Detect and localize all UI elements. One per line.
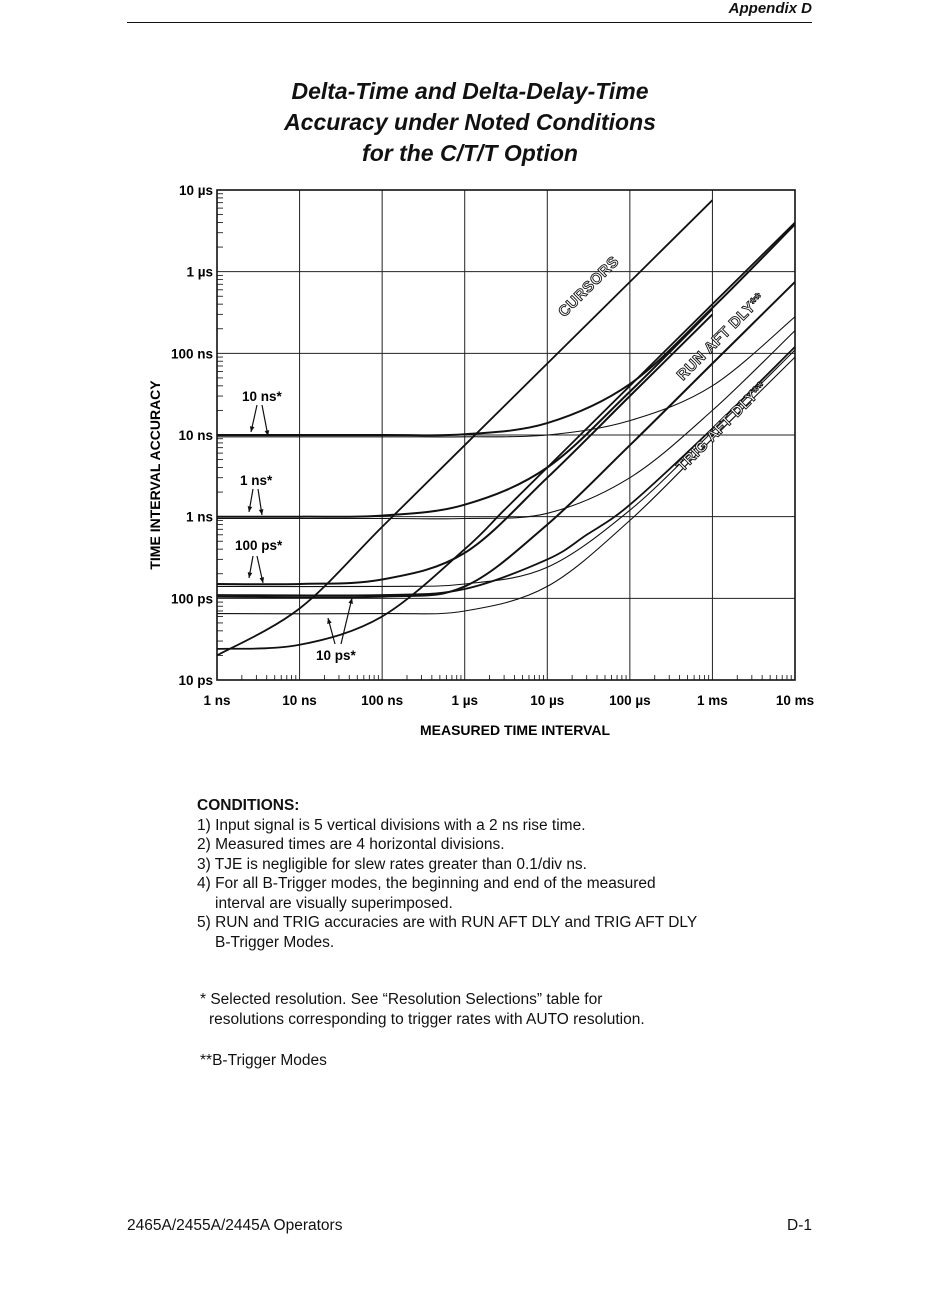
conditions-block	[197, 796, 837, 952]
x-tick-label: 10 µs	[530, 693, 565, 708]
trig-aft-dly-label: TRIG AFT DLY**	[673, 378, 771, 476]
y-tick-label: 100 ps	[170, 591, 213, 607]
arrow-1ns-b-head	[259, 509, 264, 515]
label-1ns: 1 ns*	[240, 473, 273, 488]
appendix-label: Appendix D	[728, 0, 812, 17]
x-axis-label: MEASURED TIME INTERVAL	[419, 722, 611, 738]
y-tick-label: 10 ns	[178, 428, 213, 443]
series-trig-aft-dly	[217, 347, 795, 596]
mode-note: **B-Trigger Modes	[200, 1052, 327, 1069]
x-tick-label: 1 ms	[697, 693, 728, 708]
y-tick-label: 1 µs	[186, 264, 213, 280]
y-tick-label: 1 ns	[185, 509, 213, 525]
y-axis-label: TIME INTERVAL ACCURACY	[147, 380, 163, 570]
resolution-note	[200, 990, 645, 1030]
title-line-3: for the C/T/T Option	[362, 140, 578, 166]
y-tick-label: 10 µs	[178, 183, 213, 198]
arrow-100ps-a-head	[248, 572, 253, 578]
x-tick-label: 1 ns	[203, 693, 231, 708]
label-10ps: 10 ps*	[316, 648, 356, 663]
title-line-2: Accuracy under Noted Conditions	[284, 109, 656, 135]
conditions-heading: CONDITIONS:	[197, 797, 300, 814]
label-100ps: 100 ps*	[235, 538, 283, 553]
cursors-label: CURSORS	[555, 253, 623, 321]
x-tick-label: 1 µs	[451, 693, 478, 708]
resolution-curve-100ps-trig-aft-dly	[217, 350, 795, 587]
resolution-curve-10ns-trig-aft-dly	[217, 317, 795, 437]
condition-2: 2) Measured times are 4 horizontal divisions.	[197, 836, 505, 853]
x-tick-label: 10 ns	[282, 693, 317, 708]
y-tick-label: 10 ps	[178, 673, 213, 688]
resolution-note-line-2: resolutions corresponding to trigger rates with AUTO resolution.	[209, 1011, 645, 1028]
condition-5-cont: B-Trigger Modes.	[215, 933, 335, 951]
y-tick-label: 100 ns	[170, 346, 213, 362]
condition-1: 1) Input signal is 5 vertical divisions with a 2 ns rise time.	[197, 816, 586, 834]
footer-page-number: D-1	[787, 1217, 812, 1234]
x-tick-label: 100 µs	[609, 693, 651, 708]
arrow-10ps-b	[341, 598, 352, 644]
condition-5: 5) RUN and TRIG accuracies are with RUN AFT DLY and TRIG AFT DLY	[197, 914, 698, 931]
arrow-1ns-a-head	[248, 506, 253, 512]
title-line-1: Delta-Time and Delta-Delay-Time	[291, 78, 649, 104]
condition-4: 4) For all B-Trigger modes, the beginning and end of the measured	[197, 875, 656, 892]
condition-4-cont: interval are visually superimposed.	[215, 894, 453, 912]
label-10ns: 10 ns*	[242, 389, 282, 404]
condition-3: 3) TJE is negligible for slew rates greater than 0.1/div ns.	[197, 855, 587, 873]
curve-labels	[235, 253, 770, 663]
resolution-curve-10ps-trig-aft-dly	[217, 357, 795, 614]
footer-manual-title: 2465A/2455A/2445A Operators	[127, 1217, 343, 1234]
run-aft-dly-label: RUN AFT DLY**	[673, 289, 768, 384]
resolution-note-line-1: * Selected resolution. See “Resolution Selections” table for	[200, 991, 603, 1008]
x-tick-label: 10 ms	[775, 693, 815, 708]
x-tick-label: 100 ns	[361, 693, 404, 708]
